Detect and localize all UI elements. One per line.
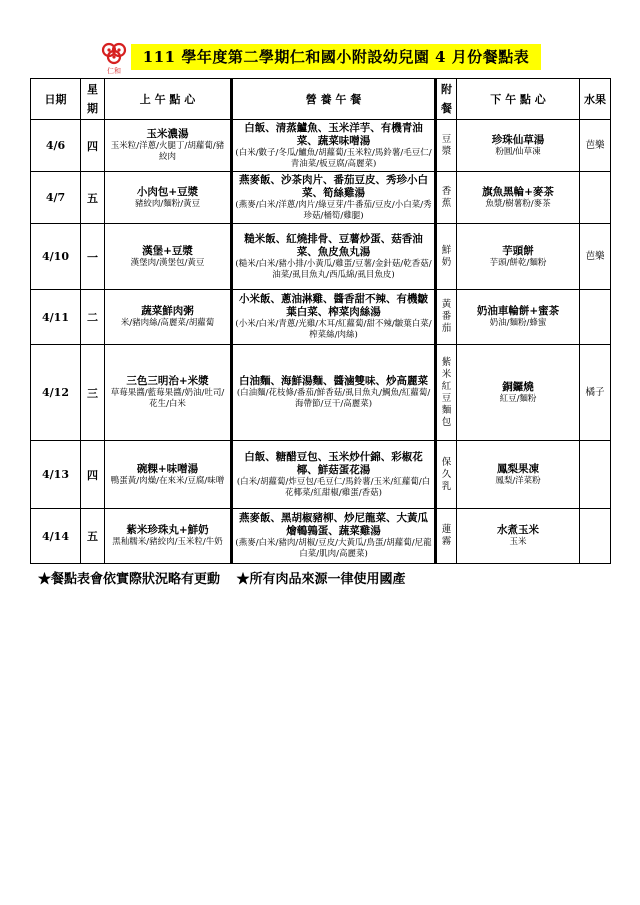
lunch-dishes: 白飯、清蒸鱸魚、玉米洋芋、有機青油菜、蔬菜味噌湯 [244,121,423,147]
lunch-ingredients: (白米/胡蘿蔔/炸豆包/毛豆仁/馬鈴薯/玉米/紅蘿蔔/白花椰菜/紅甜椒/雞蛋/香菇) [236,476,431,498]
row-date: 4/12 [31,345,81,441]
pm-snack-cell [457,290,580,345]
pm-snack-cell [457,172,580,224]
am-snack-ingredients: 豬絞肉/麵粉/黃豆 [134,198,201,209]
am-snack-cell [105,224,232,290]
am-snack-ingredients: 草莓果醬/藍莓果醬/奶油/吐司/花生/白米 [110,388,225,409]
header-fruit: 水果 [580,79,611,120]
lunch-cell [232,509,436,564]
table-row [31,441,611,509]
row-date: 4/14 [31,509,81,564]
footnote-meat-origin: ★所有肉品來源一律使用國產 [236,572,406,587]
row-date: 4/10 [31,224,81,290]
logo-text: 仁和 [107,67,121,75]
row-weekday: 四 [81,120,105,172]
pm-snack-ingredients: 玉米 [509,537,527,547]
lunch-dishes: 燕麥飯、沙茶肉片、番茄豆皮、秀珍小白菜、筍絲雞湯 [239,173,428,199]
pm-snack-dish: 水煮玉米 [497,524,539,536]
pm-snack-cell [457,509,580,564]
pm-snack-ingredients: 紅豆/麵粉 [499,393,537,404]
fruit-item: 芭樂 [580,224,611,290]
school-logo-icon [100,40,128,76]
pm-snack-ingredients: 粉圓/仙草凍 [495,146,541,157]
row-date: 4/13 [31,441,81,509]
header-row [31,79,611,120]
am-snack-dish: 蔬菜鮮肉粥 [141,305,194,317]
pm-snack-cell [457,224,580,290]
pm-snack-cell [457,120,580,172]
lunch-ingredients: (白米/數子/冬瓜/鱸魚/胡蘿蔔/玉米粒/馬鈴薯/毛豆仁/青油菜/板豆腐/高麗菜) [235,147,432,169]
lunch-dishes: 糙米飯、紅燒排骨、豆薯炒蛋、菇香油菜、魚皮魚丸湯 [244,232,423,258]
row-weekday: 一 [81,224,105,290]
lunch-ingredients: (小米/白米/青蔥/光雞/木耳/紅蘿蔔/甜不辣/皺葉白菜/榨菜絲/肉絲) [235,319,432,340]
pm-snack-dish: 奶油車輪餅+蜜茶 [476,305,560,317]
row-date: 4/6 [31,120,81,172]
lunch-dishes: 燕麥飯、黑胡椒豬柳、炒尼龍菜、大黃瓜燴鵪鶉蛋、蔬菜雞湯 [239,512,428,537]
table-row [31,290,611,345]
footnote-menu-change: ★餐點表會依實際狀況略有更動 [38,572,221,587]
pm-snack-ingredients: 鳳梨/洋菜粉 [495,475,541,486]
table-row [31,345,611,441]
header-pm-snack: 下 午 點 心 [457,79,580,120]
header-weekday: 星期 [81,79,105,120]
side-item: 豆漿 [436,120,457,172]
table-row [31,224,611,290]
am-snack-ingredients: 鴨蛋黃/肉燥/在來米/豆腐/味噌 [110,475,225,486]
table-row [31,509,611,564]
lunch-dishes: 白飯、糖醋豆包、玉米炒什錦、彩椒花椰、鮮菇蛋花湯 [244,450,423,476]
am-snack-cell [105,345,232,441]
am-snack-ingredients: 米/豬肉絲/高麗菜/胡蘿蔔 [120,318,215,328]
header-lunch: 營 養 午 餐 [232,79,436,120]
am-snack-ingredients: 玉米粒/洋蔥/火腿丁/胡蘿蔔/豬絞肉 [110,141,225,162]
row-weekday: 三 [81,345,105,441]
fruit-item: 橘子 [580,345,611,441]
lunch-ingredients: (燕麥/白米/洋蔥/肉片/綠豆芽/牛番茄/豆皮/小白菜/秀珍菇/桶筍/雞腿) [235,199,432,221]
am-snack-cell [105,509,232,564]
pm-snack-dish: 銅鑼燒 [502,380,534,393]
lunch-ingredients: (糙米/白米/豬小排/小黃瓜/雞蛋/豆薯/金針菇/乾香菇/油菜/虱目魚丸/西瓜綿/虱目魚皮) [235,258,432,280]
lunch-dishes: 白油麵、海鮮湯麵、醬滷雙味、炒高麗菜 [239,375,428,387]
fruit-item [580,509,611,564]
side-item: 紫米紅豆麵包 [436,345,457,441]
lunch-ingredients: (燕麥/白米/豬肉/胡椒/豆皮/大黃瓜/鳥蛋/胡蘿蔔/尼龍白菜/肌肉/高麗菜) [235,538,432,559]
side-item: 香蕉 [436,172,457,224]
page-title: 111 學年度第二學期仁和國小附設幼兒園 4 月份餐點表 [131,44,541,70]
pm-snack-dish: 旗魚黑輪+麥茶 [482,185,554,198]
side-item: 保久乳 [436,441,457,509]
am-snack-cell [105,290,232,345]
am-snack-cell [105,441,232,509]
row-weekday: 四 [81,441,105,509]
pm-snack-ingredients: 芋頭/餅乾/麵粉 [489,257,547,268]
meal-table [30,78,611,564]
table-row [31,172,611,224]
lunch-ingredients: (白油麵/花枝條/番茄/鮮香菇/虱目魚丸/鯛魚/紅蘿蔔/海帶節/豆干/高麗菜) [236,388,431,409]
lunch-dishes: 小米飯、蔥油淋雞、醬香甜不辣、有機皺葉白菜、榨菜肉絲湯 [239,293,428,318]
row-weekday: 二 [81,290,105,345]
fruit-item [580,172,611,224]
am-snack-cell [105,172,232,224]
pm-snack-dish: 鳳梨果凍 [497,462,539,475]
footnotes [38,568,418,587]
pm-snack-cell [457,441,580,509]
lunch-cell [232,290,436,345]
pm-snack-ingredients: 魚漿/樹薯粉/麥茶 [485,198,551,209]
am-snack-dish: 漢堡+豆漿 [142,244,193,257]
side-item: 黃番茄 [436,290,457,345]
header-date: 日期 [31,79,81,120]
lunch-cell [232,120,436,172]
am-snack-dish: 小肉包+豆漿 [136,185,199,198]
table-row [31,120,611,172]
header-side: 附餐 [436,79,457,120]
row-weekday: 五 [81,172,105,224]
header-am-snack: 上 午 點 心 [105,79,232,120]
row-weekday: 五 [81,509,105,564]
fruit-item [580,290,611,345]
pm-snack-dish: 芋頭餅 [502,244,534,257]
am-snack-dish: 玉米濃湯 [146,128,189,140]
am-snack-ingredients: 黑秈糯米/豬絞肉/玉米粒/牛奶 [112,537,223,547]
pm-snack-ingredients: 奶油/麵粉/蜂蜜 [489,318,547,328]
am-snack-dish: 三色三明治+米漿 [126,375,209,387]
am-snack-cell [105,120,232,172]
pm-snack-dish: 珍珠仙草湯 [491,133,545,146]
am-snack-dish: 紫米珍珠丸+鮮奶 [126,524,209,536]
lunch-cell [232,441,436,509]
row-date: 4/7 [31,172,81,224]
side-item: 鮮奶 [436,224,457,290]
lunch-cell [232,345,436,441]
lunch-cell [232,172,436,224]
am-snack-ingredients: 漢堡肉/漢堡包/黃豆 [130,257,205,268]
fruit-item [580,441,611,509]
am-snack-dish: 碗粿+味噌湯 [136,462,199,475]
side-item: 蓮霧 [436,509,457,564]
fruit-item: 芭樂 [580,120,611,172]
row-date: 4/11 [31,290,81,345]
pm-snack-cell [457,345,580,441]
lunch-cell [232,224,436,290]
